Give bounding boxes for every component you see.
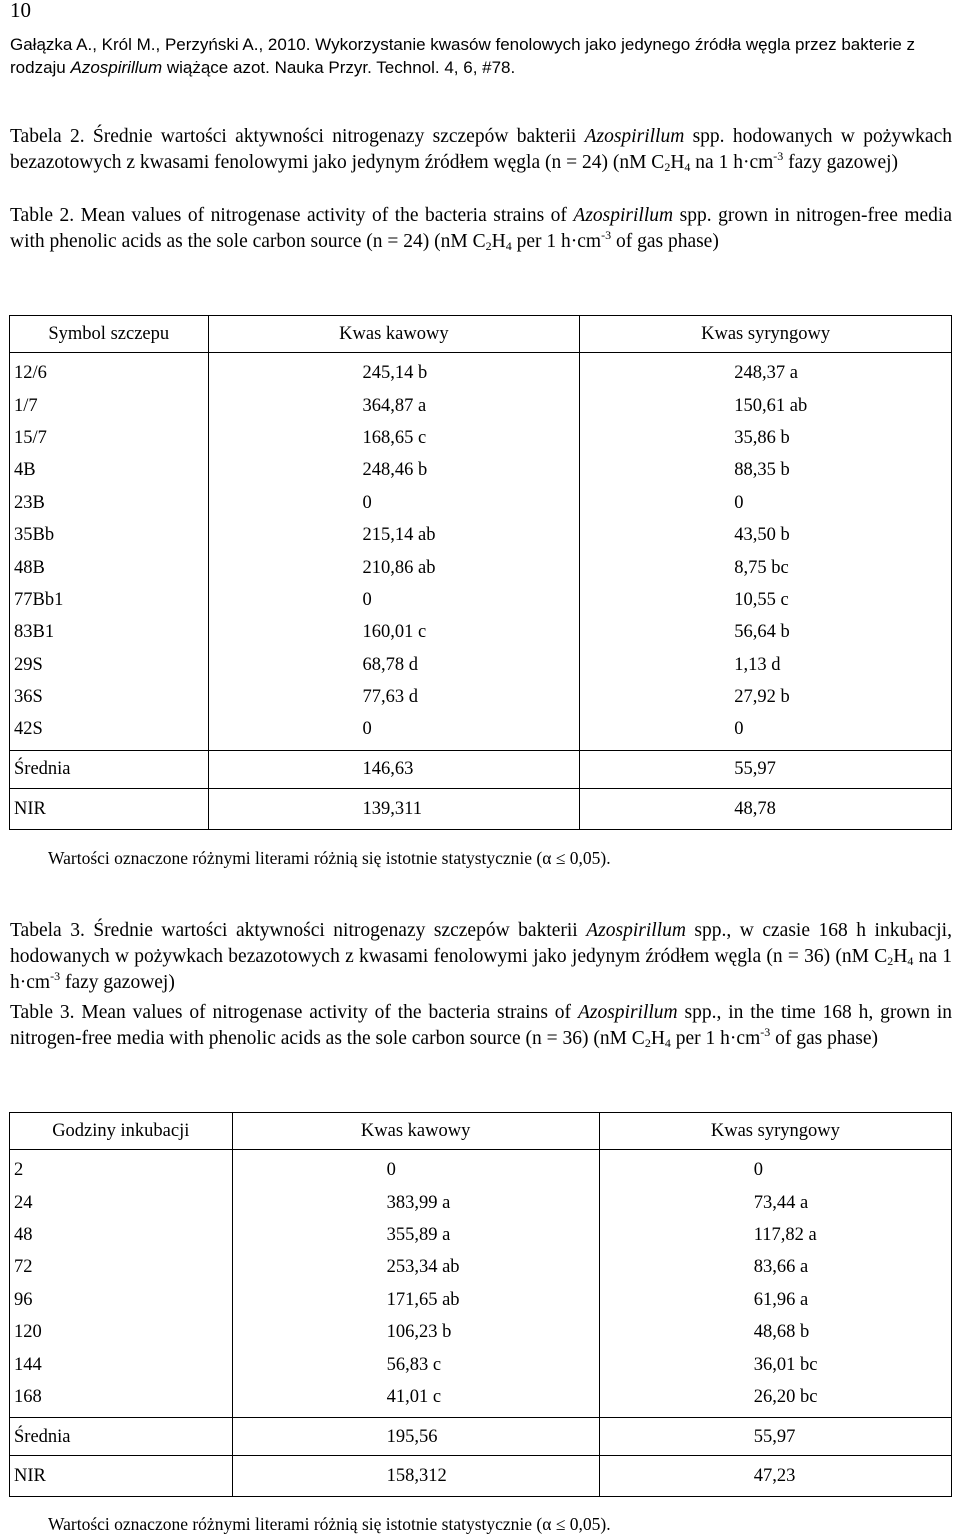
table-row: [10, 1251, 952, 1283]
table-row: [10, 422, 952, 454]
citation-text-end: wiążące azot. Nauka Przyr. Technol. 4, 6, #78.: [162, 58, 516, 77]
table2-caption-pl: Tabela 2. Średnie wartości aktywności nitrogenazy szczepów bakterii Azospirillum spp. hodowanych w pożywkach bezazotowych z kwasami fenolowymi jako jedynym źródłem węgla (n = 24) (nM $C_2H_4$ na 1 $h\cdot cm^{-3}$ fazy gazowej): [10, 126, 952, 174]
mean-row: [10, 750, 952, 788]
lsd-row: [10, 788, 952, 829]
table-cell: 117,82 a: [599, 1219, 951, 1251]
table-cell: 248,46 b: [208, 454, 580, 486]
table-cell: 0: [208, 487, 580, 519]
table-row: [10, 649, 952, 681]
table-cell: Średnia: [10, 750, 209, 788]
table-cell: 1/7: [10, 389, 209, 421]
table-cell: 120: [10, 1316, 233, 1348]
table-cell: 43,50 b: [580, 519, 952, 551]
table-cell: 77,63 d: [208, 681, 580, 713]
lsd-row: [10, 1456, 952, 1497]
table-row: [10, 389, 952, 421]
table-cell: 171,65 ab: [232, 1284, 599, 1316]
table-cell: 150,61 ab: [580, 389, 952, 421]
table-cell: 160,01 c: [208, 616, 580, 648]
table-cell: 144: [10, 1348, 233, 1380]
table-cell: 0: [208, 713, 580, 750]
citation-genus: Azospirillum: [70, 58, 163, 77]
table-cell: 2: [10, 1150, 233, 1187]
table-cell: 48: [10, 1219, 233, 1251]
table-cell: 56,83 c: [232, 1348, 599, 1380]
table-cell: NIR: [10, 1456, 233, 1497]
table-cell: 29S: [10, 649, 209, 681]
table-cell: 48,68 b: [599, 1316, 951, 1348]
table-cell: 56,64 b: [580, 616, 952, 648]
table-body: [10, 1150, 952, 1418]
table-summary: [10, 750, 952, 829]
table-cell: 83,66 a: [599, 1251, 951, 1283]
table-row: [10, 1150, 952, 1187]
table-cell: 0: [580, 713, 952, 750]
table2-footnote: Wartości oznaczone różnymi literami różnią się istotnie statystycznie (α ≤ 0,05).: [48, 848, 611, 868]
table3-caption-pl: Tabela 3. Średnie wartości aktywności nitrogenazy szczepów bakterii Azospirillum spp., w czasie 168 h inkubacji, hodowanych w pożywkach bezazotowych z kwasami fenolowymi jako jedynym źródłem węgla (n = 36) (nM $C_2H_4$ na 1 $h\cdot cm^{-3}$ fazy gazowej): [10, 920, 953, 993]
table-cell: 68,78 d: [208, 649, 580, 681]
table-cell: 215,14 ab: [208, 519, 580, 551]
table-row: [10, 1284, 952, 1316]
table-cell: 96: [10, 1284, 233, 1316]
table-row: [10, 519, 952, 551]
table-summary: [10, 1418, 952, 1497]
table-row: [10, 584, 952, 616]
table-row: [10, 1316, 952, 1348]
table-cell: 55,97: [580, 750, 952, 788]
table-cell: 1,13 d: [580, 649, 952, 681]
table-cell: 48B: [10, 551, 209, 583]
table-cell: 77Bb1: [10, 584, 209, 616]
column-header: Kwas kawowy: [208, 316, 580, 353]
table-header-row: [10, 316, 952, 353]
table-cell: 55,97: [599, 1418, 951, 1456]
table-row: [10, 1219, 952, 1251]
table-cell: 73,44 a: [599, 1186, 951, 1218]
table-cell: 42S: [10, 713, 209, 750]
table-cell: 48,78: [580, 788, 952, 829]
table3-caption-en: Table 3. Mean values of nitrogenase activity of the bacteria strains of Azospirillum spp., in the time 168 h, grown in nitrogen-free media with phenolic acids as the sole carbon source (n = 36) (nM $C_2H_4$ per 1 $h\cdot cm^{-3}$ of gas phase): [10, 1002, 952, 1050]
table-cell: 106,23 b: [232, 1316, 599, 1348]
table-cell: 158,312: [232, 1456, 599, 1497]
table-row: [10, 681, 952, 713]
table-cell: 364,87 a: [208, 389, 580, 421]
table-cell: 72: [10, 1251, 233, 1283]
table-3: [9, 1112, 952, 1497]
table-cell: 8,75 bc: [580, 551, 952, 583]
mean-row: [10, 1418, 952, 1456]
citation: [10, 33, 950, 79]
table-cell: 36,01 bc: [599, 1348, 951, 1380]
table-cell: 61,96 a: [599, 1284, 951, 1316]
column-header: Godziny inkubacji: [10, 1113, 233, 1150]
table-row: [10, 1348, 952, 1380]
table-cell: 195,56: [232, 1418, 599, 1456]
table-cell: 41,01 c: [232, 1381, 599, 1418]
table-row: [10, 353, 952, 390]
table-row: [10, 1381, 952, 1418]
table-cell: 24: [10, 1186, 233, 1218]
table-row: [10, 551, 952, 583]
table-cell: 26,20 bc: [599, 1381, 951, 1418]
table-body: [10, 353, 952, 751]
citation-text: Gałązka A., Król M., Perzyński A., 2010. Wykorzystanie kwasów fenolowych jako jedynego źródła węgla przez bakterie z rodzaju: [10, 35, 916, 77]
table-cell: 139,311: [208, 788, 580, 829]
table-cell: NIR: [10, 788, 209, 829]
table-row: [10, 1186, 952, 1218]
table2-caption-en: Table 2. Mean values of nitrogenase activity of the bacteria strains of Azospirillum spp. grown in nitrogen-free media with phenolic acids as the sole carbon source (n = 24) (nM $C_2H_4$ per 1 $h\cdot cm^{-3}$ of gas phase): [10, 205, 952, 253]
table-cell: 253,34 ab: [232, 1251, 599, 1283]
table-row: [10, 713, 952, 750]
table-cell: 146,63: [208, 750, 580, 788]
table-cell: 168: [10, 1381, 233, 1418]
table-cell: 35,86 b: [580, 422, 952, 454]
table-cell: 168,65 c: [208, 422, 580, 454]
column-header: Kwas syryngowy: [599, 1113, 951, 1150]
table-cell: 23B: [10, 487, 209, 519]
table-cell: 0: [232, 1150, 599, 1187]
table-cell: 0: [599, 1150, 951, 1187]
table-cell: 10,55 c: [580, 584, 952, 616]
table-cell: 210,86 ab: [208, 551, 580, 583]
table-cell: 248,37 a: [580, 353, 952, 390]
table-cell: 4B: [10, 454, 209, 486]
column-header: Kwas syryngowy: [580, 316, 952, 353]
column-header: Kwas kawowy: [232, 1113, 599, 1150]
table-cell: 36S: [10, 681, 209, 713]
table-row: [10, 487, 952, 519]
table-cell: 35Bb: [10, 519, 209, 551]
page-number: 10: [10, 0, 31, 22]
table-2: [9, 315, 952, 830]
table3-footnote: Wartości oznaczone różnymi literami różnią się istotnie statystycznie (α ≤ 0,05).: [48, 1514, 611, 1534]
column-header: Symbol szczepu: [10, 316, 209, 353]
table-cell: 245,14 b: [208, 353, 580, 390]
table-cell: 47,23: [599, 1456, 951, 1497]
table-cell: Średnia: [10, 1418, 233, 1456]
table-cell: 383,99 a: [232, 1186, 599, 1218]
table-cell: 27,92 b: [580, 681, 952, 713]
table-cell: 0: [580, 487, 952, 519]
table-row: [10, 616, 952, 648]
table-cell: 15/7: [10, 422, 209, 454]
table-cell: 355,89 a: [232, 1219, 599, 1251]
table-cell: 83B1: [10, 616, 209, 648]
table-cell: 0: [208, 584, 580, 616]
table-cell: 88,35 b: [580, 454, 952, 486]
table-cell: 12/6: [10, 353, 209, 390]
table-row: [10, 454, 952, 486]
table-header-row: [10, 1113, 952, 1150]
